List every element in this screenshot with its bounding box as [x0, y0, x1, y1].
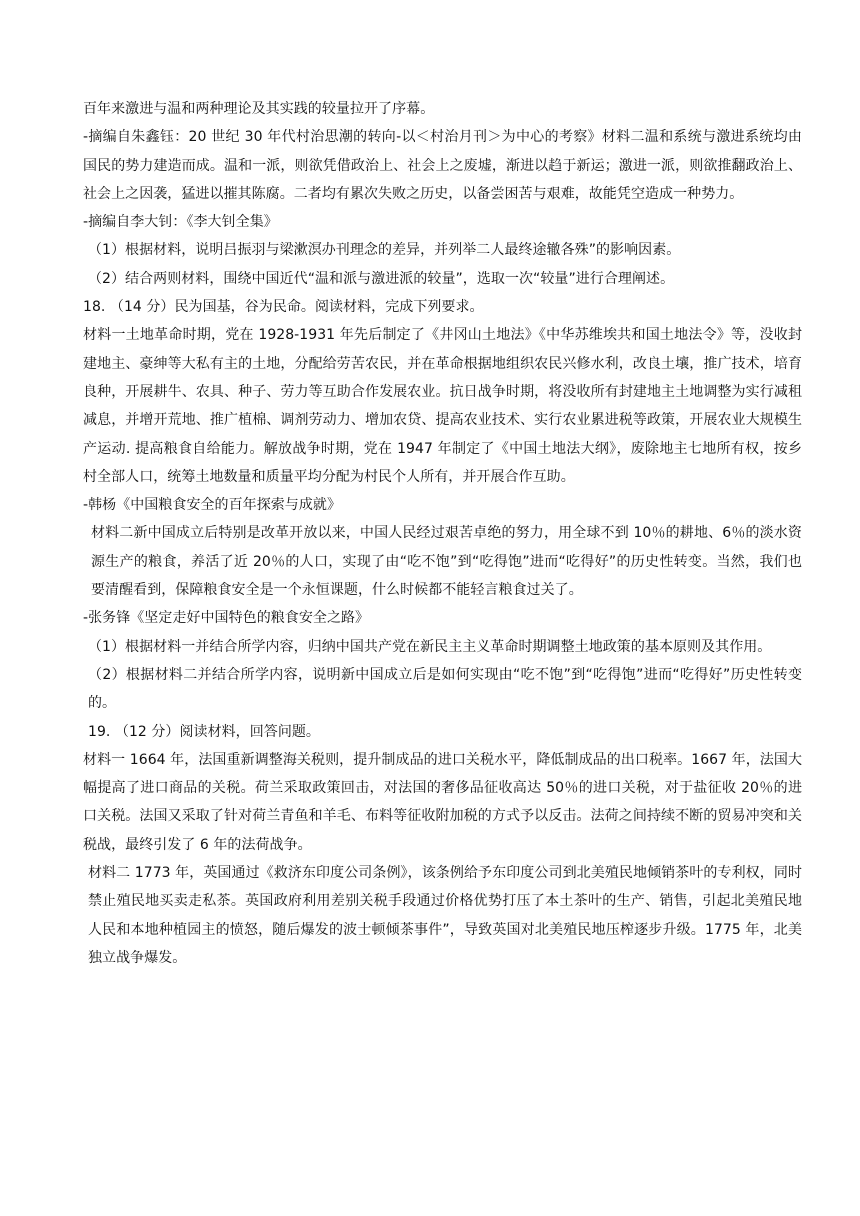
paragraph-intro-closing: 百年来激进与温和两种理论及其实践的较量拉开了序幕。: [83, 101, 435, 117]
question-18-part-1: （1）根据材料一并结合所学内容，归纳中国共产党在新民主主义革命时期调整土地政策的基本原则及其作用。: [88, 638, 772, 655]
question-19-material-two: 材料二 1773 年，英国通过《救济东印度公司条例》，该条例给予东印度公司到北美殖民地倾销茶叶的专利权，同时禁止殖民地买卖走私茶。英国政府利用差别关税手段通过价格优势打压了本土茶叶的生产、销售，引起北美殖民地人民和本地种植园主的愤怒，随后爆发的波士顿倾茶事件”，导致英国对北美殖民地压榨逐步升级。1775 年，北美独立战争爆发。: [88, 865, 802, 966]
question-18-heading: 18. （14 分）民为国基，谷为民命。阅读材料，完成下列要求。: [83, 299, 484, 316]
question-17-part-2: （2）结合两则材料，围绕中国近代“温和派与激进派的较量”，选取一次“较量”进行合理阐述。: [88, 270, 675, 287]
question-19-heading: 19. （12 分）阅读材料，回答问题。: [88, 723, 320, 740]
source-han-yang: -韩杨《中国粮食安全的百年探索与成就》: [83, 497, 342, 514]
source-zhang-wufeng: -张务锋《坚定走好中国特色的粮食安全之路》: [83, 610, 370, 627]
question-18-part-2: （2）根据材料二并结合所学内容，说明新中国成立后是如何实现由“吃不饱”到“吃得饱”进而“吃得好”历史性转变的。: [88, 666, 802, 712]
paragraph-source-li-dazhao: -摘编自李大钊：《李大钊全集》: [83, 214, 278, 231]
paragraph-source-zhu-and-material-two: -摘编自朱鑫钰：20 世纪 30 年代村治思潮的转向-以＜村治月刊＞为中心的考察》材料二温和系统与激进系统均由国民的势力建造而成。温和一派，则欲凭借政治上、社会上之废墟，渐进以趋于新运；激进一派，则欲推翻政治上、社会上之因袭，猛进以摧其陈腐。二者均有累次失败之历史，以备尝困苦与艰难，故能凭空造成一种势力。: [83, 129, 802, 202]
question-19-material-one: 材料一 1664 年，法国重新调整海关税则，提升制成品的进口关税水平，降低制成品的出口税率。1667 年，法国大幅提高了进口商品的关税。荷兰采取政策回击，对法国的奢侈品征收高达 50％的进口关税，对于盐征收 20％的进口关税。法国又采取了针对荷兰青鱼和羊毛、布料等征收附加税的方式予以反击。法荷之间持续不断的贸易冲突和关税战，最终引发了 6 年的法荷战争。: [83, 751, 802, 853]
question-17-part-1: （1）根据材料，说明吕振羽与梁漱溟办刊理念的差异，并列举二人最终途辙各殊”的影响因素。: [88, 242, 681, 259]
question-18-material-one: 材料一土地革命时期，党在 1928-1931 年先后制定了《井冈山土地法》《中华苏维埃共和国土地法令》等，没收封建地主、豪绅等大私有主的土地，分配给劳苦农民，并在革命根据地组织农民兴修水利，改良土壤，推广技术，培育良种，开展耕牛、农具、种子、劳力等互助合作发展农业。抗日战争时期，将没收所有封建地主土地调整为实行减租减息，并增开荒地、推广植棉、调剂劳动力、增加农贷、提高农业技术、实行农业累进税等政策，开展农业大规模生产运动. 提高粮食自给能力。解放战争时期，党在 1947 年制定了《中国土地法大纲》，废除地主七地所有权，按乡村全部人口，统筹土地数量和质量平均分配为村民个人所有，并开展合作互助。: [83, 327, 802, 485]
question-18-material-two: 材料二新中国成立后特别是改革开放以来，中国人民经过艰苦卓绝的努力，用全球不到 10％的耕地、6％的淡水资源生产的粮食，养活了近 20％的人口，实现了由“吃不饱”到“吃得饱”进而“吃得好”的历史性转变。当然，我们也要清醒看到，保障粮食安全是一个永恒课题，什么时候都不能轻言粮食过关了。: [91, 525, 802, 599]
